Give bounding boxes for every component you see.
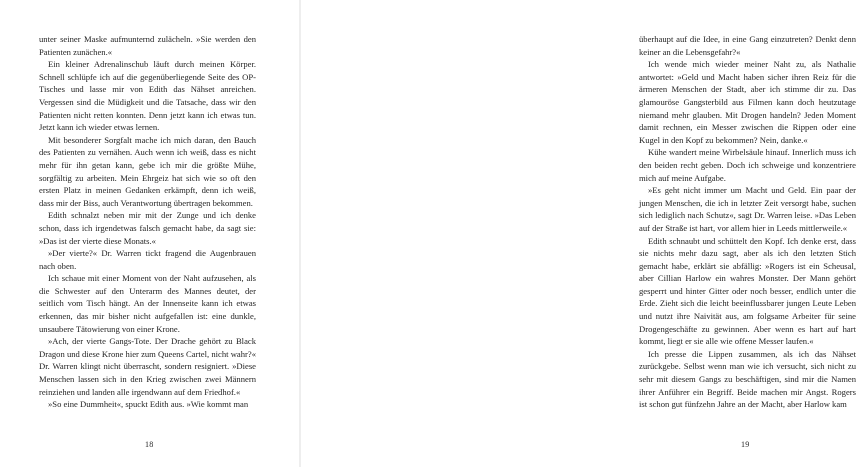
paragraph: überhaupt auf die Idee, in eine Gang einzutreten? Denkt denn keiner an die Lebensgefahr?« [639,34,856,57]
paragraph: »Der vierte?« Dr. Warren tickt fragend die Augenbrauen nach oben. [39,248,256,271]
page-number: 19 [741,440,750,449]
paragraph: Ich schaue mit einer Moment von der Naht aufzusehen, als die Schwester auf den Unterarm des Mannes deutet, der seitlich vom Tisch hängt. An der Innenseite kann ich etwas erkennen, das mir bisher nicht aufgefallen ist: eine dunkle, unsaubere Tätowierung von einer Krone. [39,273,256,334]
right-page [300,0,856,467]
paragraph: Edith schnaubt und schüttelt den Kopf. Ich denke erst, dass sie nichts mehr dazu sagt, aber als ich den letzten Stich gemacht habe, erklärt sie abfällig: »Rogers ist ein Scheusal, aber Cillian Harlow ein wahres Monster. Der Mann gehört gesperrt und hinter Gitter oder noch besser, endlich unter die Erde. Zieht sich die leicht beeinflussbarer jungen Leute Leben und nutzt ihre Naivität aus, am folgsame Arbeiter für seine Drogengeschäfte zu gewinnen. Aber wenn es hart auf hart kommt, liegt er sie alle wie offene Messer laufen.« [639,235,856,347]
right-page-body [639,33,856,411]
paragraph: »So eine Dummheit«, spuckt Edith aus. »Wie kommt man [48,399,249,410]
left-page-body [39,33,256,411]
paragraph: Ich presse die Lippen zusammen, als ich das Nähset zurückgebe. Selbst wenn man wie ich versucht, sich nicht zu sehr mit diesem Gangs zu beschäftigen, sind mir die Namen ihrer Anführer ein Begriff. Beide machen mir Angst. Rogers ist schon gut fünfzehn Jahre an der Macht, aber Harlow kam [639,348,856,410]
paragraph: Edith schnalzt neben mir mit der Zunge und ich denke schon, dass ich irgendetwas falsch gemacht habe, da sagt sie: »Das ist der vierte diese Monats.« [39,210,256,246]
left-page [0,0,300,467]
paragraph: Kühe wandert meine Wirbelsäule hinauf. Innerlich muss ich den beiden recht geben. Doch ich schweige und konzentriere mich auf meine Aufgabe. [639,147,856,183]
paragraph: Mit besonderer Sorgfalt mache ich mich daran, den Bauch des Patienten zu vernähen. Auch wenn ich weiß, dass es nicht mehr für ihn getan kann, gebe ich mir die größte Mühe, sorgfältig zu arbeiten. Mein Ehrgeiz hat sich wie so oft den ersten Platz in meinen Gedanken erkämpft, denn ich weiß, dass mir der Biss, auch Verantwortung übertragen bekommen. [39,134,256,208]
paragraph: »Ach, der vierte Gangs-Tote. Der Drache gehört zu Black Dragon und diese Krone hier zum Queens Cartel, nicht wahr?« Dr. Warren klingt nicht überrascht, sondern resigniert. »Diese Menschen lassen sich in den Krieg zwischen zwei Männern reinziehen und landen alle irgendwann auf dem Friedhof.« [39,336,256,397]
paragraph: »Es geht nicht immer um Macht und Geld. Ein paar der jungen Menschen, die ich in letzter Zeit versorgt habe, suchen sich lediglich nach Schutz«, sagt Dr. Warren leise. »Das Leben auf der Straße ist hart, vor allem hier in Leeds mittlerweile.« [639,185,856,233]
paragraph: unter seiner Maske aufmunternd zulächeln. »Sie werden den Patienten zunächen.« [39,34,256,57]
page-number: 18 [145,440,154,449]
paragraph: Ich wende mich wieder meiner Naht zu, als Nathalie antwortet: »Geld und Macht haben sicher ihren Reiz für die ärmeren Menschen der Stadt, aber ich stimme dir zu. Das glamouröse Gangsterbild aus Filmen kann doch heutzutage niemand mehr glauben. Mit Drogen handeln? Jeden Moment damit rechnen, ein Messer zwischen die Rippen oder eine Kugel in den Kopf zu bekommen? Nein, danke.« [639,59,856,145]
paragraph: Ein kleiner Adrenalinschub läuft durch meinen Körper. Schnell schlüpfe ich auf die gegenüberliegende Seite des OP-Tisches und lasse mir von Edith das Nähset anreichen. Vergessen sind die Müdigkeit und die Tatsache, dass wir den Patienten nicht retten konnten. Denn jetzt kann ich etwas tun. Jetzt kann ich wieder etwas lernen. [39,59,256,133]
